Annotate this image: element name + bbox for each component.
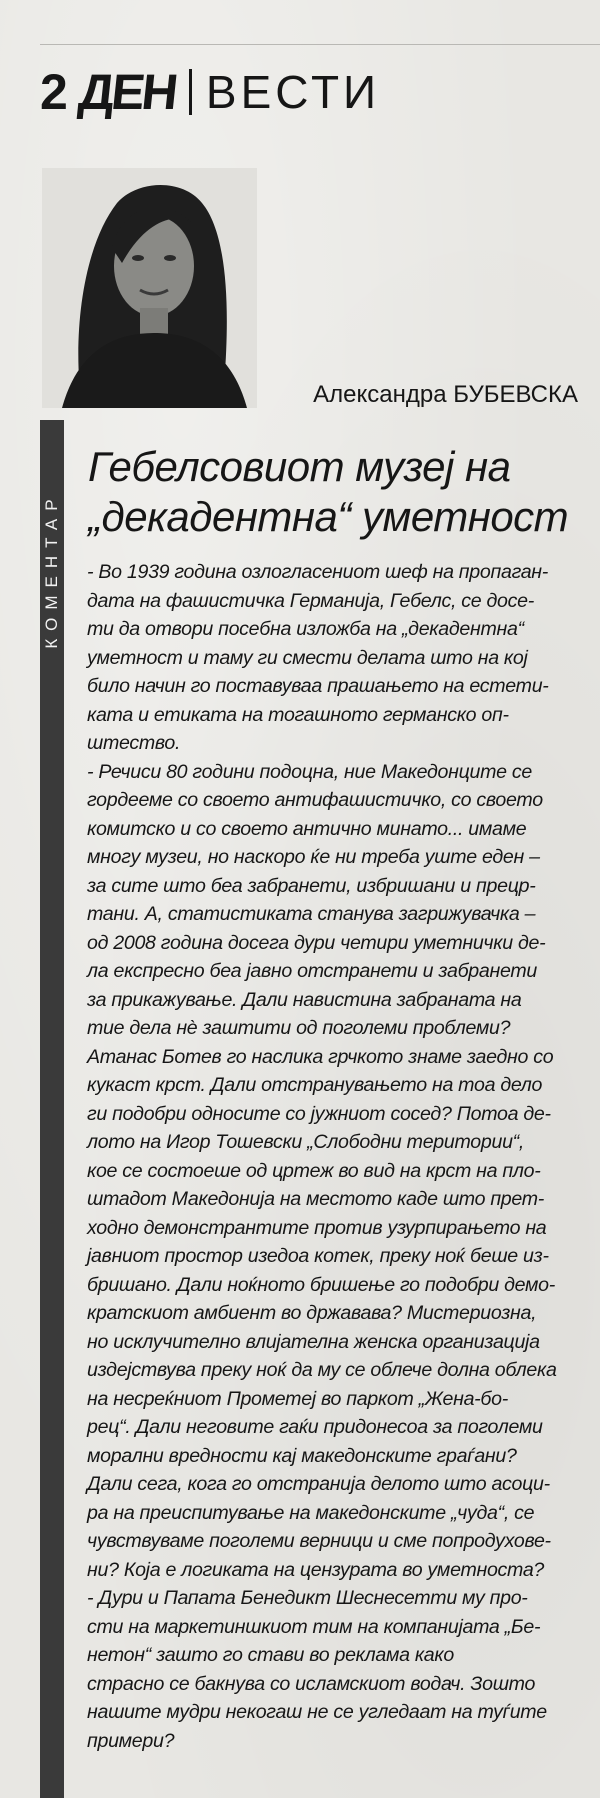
body-line: ти да отвори посебна изложба на „декадентна“ [87,618,524,640]
body-line: многу музеи, но наскоро ќе ни треба уште еден – [87,846,540,868]
masthead [40,62,380,122]
masthead-separator [189,69,192,115]
body-line: на несреќниот Прометеј во паркот „Жена-бо- [87,1387,508,1410]
body-line: кукаст крст. Дали отстранувањето на тоа дело [87,1074,543,1096]
article-headline [88,442,588,542]
top-rule [40,44,600,45]
body-line: тани. А, статистиката станува загрижувачка – [87,903,536,925]
body-line: ката и етиката на тогашното германско оп- [87,703,509,726]
article-body [87,558,587,1755]
body-line: ги подобри односите со јужниот сосед? Потоа де- [87,1102,551,1125]
body-line: - Речиси 80 години подоцна, ние Македонците се [87,760,532,783]
body-line: бришано. Дали ноќното бришење го подобри демо- [87,1273,556,1296]
body-line: кратскиот амбиент во државава? Мистериозна, [87,1302,537,1324]
body-line: дата на фашистичка Германија, Гебелс, се досе- [87,589,534,612]
body-line: уметност и таму ги смести делата што на кој [87,646,528,669]
body-line: - Дури и Папата Бенедикт Шеснесетти му про- [87,1587,528,1609]
body-line: морални вредности кај македонските граѓани? [87,1444,517,1467]
body-line: штество. [87,732,181,754]
body-line: сти на маркетиншкиот тим на компанијата „Бе- [87,1615,541,1638]
body-line: за сите што беа забранети, избришани и прецр- [87,874,536,897]
body-line: нашите мудри некогаш не се угледаат на туѓите [87,1701,547,1723]
newspaper-logo: ДЕН [75,64,178,120]
sidebar-label: КОМЕНТАР [42,491,61,649]
body-line: Дали сега, кога го отстранија делото што асоци- [87,1473,550,1495]
body-line: било начин го поставуваа прашањето на естети- [87,675,549,697]
headline-line: „декадентна“ уметност [88,493,569,540]
body-line: ла експресно беа јавно отстранети и забранети [87,960,537,982]
body-line: јавниот простор изедоа котек, преку ноќ беше из- [87,1245,549,1267]
body-line: тие дела нè заштити од поголеми проблеми? [87,1017,511,1039]
body-line: ни? Која е логиката на цензурата во уметноста? [87,1558,545,1581]
body-line: штадот Македонија на местото каде што прет- [87,1188,545,1210]
page-number: 2 [40,64,67,120]
comment-sidebar [40,420,64,720]
body-line: кое се состоеше од цртеж во вид на крст на пло- [87,1159,541,1182]
author-byline: Александра БУБЕВСКА [313,381,578,408]
body-line: примери? [87,1729,175,1752]
body-line: за прикажување. Дали навистина забраната на [87,988,522,1011]
body-line: издејствува преку ноќ да му се облече долна облека [87,1359,557,1381]
body-line: но исклучително влијателна женска организација [87,1330,540,1353]
headline-line: Гебелсовиот музеј на [88,443,511,490]
author-photo [42,168,257,408]
body-line: комитско и со своето антично минато... имаме [87,817,527,840]
body-line: - Во 1939 година озлогласениот шеф на пропаган- [87,561,549,583]
body-line: ра на преиспитување на македонските „чуда“, се [87,1501,535,1524]
body-line: рец“. Дали неговите гаќи придонесоа за поголеми [87,1416,543,1438]
body-line: ходно демонстрантите против узурпирањето на [87,1216,547,1239]
body-line: чувствуваме поголеми верници и сме попродухове- [87,1530,551,1552]
body-line: од 2008 година досега дури четири уметнички де- [87,931,546,954]
body-line: лото на Игор Тошевски „Слободни територии“, [87,1131,525,1153]
section-title: ВЕСТИ [205,66,381,118]
body-line: гордееме со своето антифашистичко, со своето [87,789,543,811]
body-line: страсно се бакнува со исламскиот водач. Зошто [87,1672,536,1695]
body-line: нетон“ зашто го стави во реклама како [87,1644,454,1666]
body-line: Атанас Ботев го наслика грчкото знаме заедно со [87,1045,554,1068]
